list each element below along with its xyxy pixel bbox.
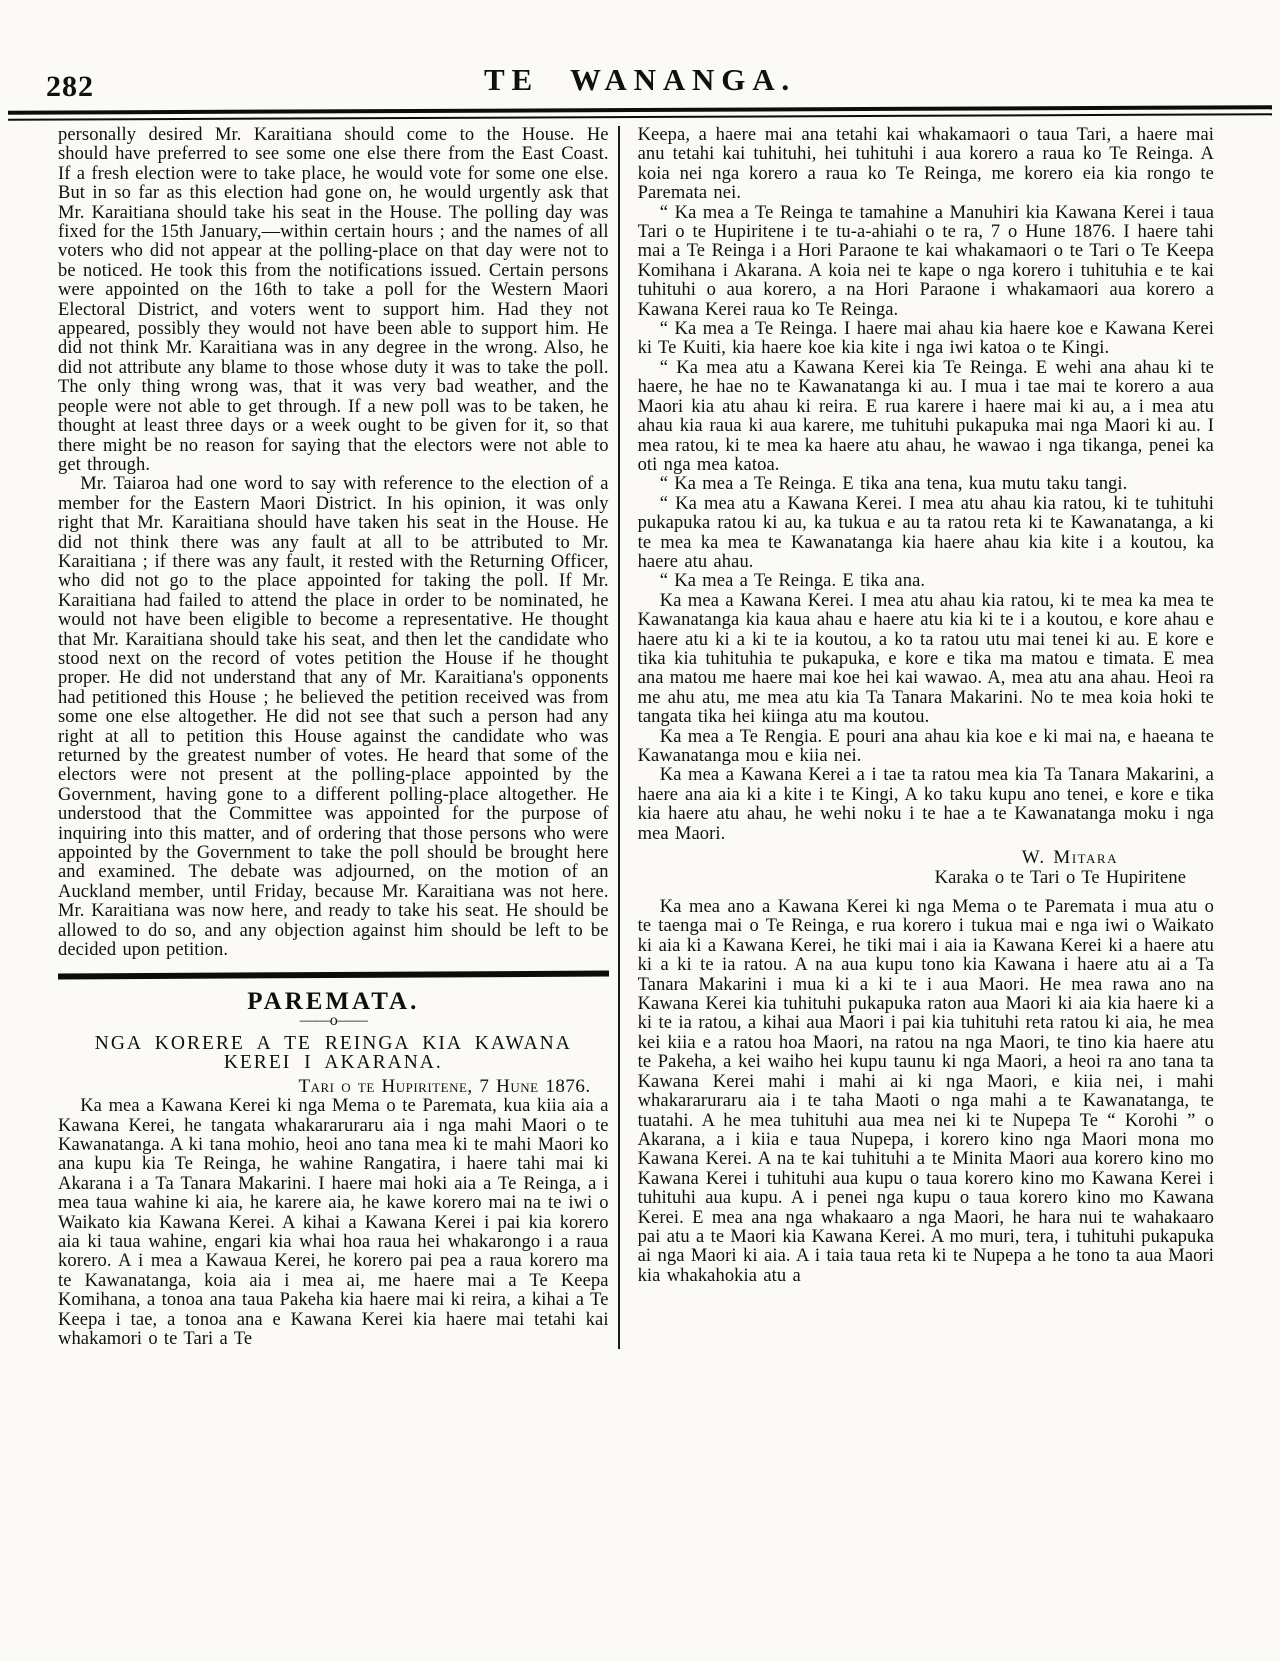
page-header (0, 0, 1280, 108)
right-column (638, 126, 1214, 1349)
section-dateline: Tari o te Hupiritene, 7 Hune 1876. (298, 1075, 591, 1097)
page-number: 282 (46, 70, 94, 103)
maori-paragraph-1: Ka mea a Kawana Kerei ki nga Mema o te Paremata, kua kiia aia a Kawana Kerei, he tangata whakararuraru aia i nga mahi Maori o te Kawanatanga. A ki tana mohio, heoi ano tana mea ki te mahi Maori ko ana kupu kia Te Reinga, he wahine Rangatira, i haere tahi mai ki Akarana i a Ta Tanara Makarini. I haere mai hoki aia a Te Reinga, a i mea taua wahine ki aia, he karere aia, he kawe korero mai na te iwi o Waikato kia Kawana Kerei. A kihai a Kawana Kerei i pai kia korero aia ki taua wahine, engari kia whai hoa raua hei whakarongo i a raua korero. A i mea a Kawaua Kerei, he korero pai pea a raua korero ma te Kawanatanga, koia aia i mea ai, me haere mai a Te Keepa Komihana, a tonoa ana taua Pakeha kia haere mai ki reira, a kihai a Te Keepa i tae, a tonoa ana e Kawana Kerei kia haere mai tetahi kai whakamori o te Tari a Te (58, 1096, 609, 1349)
english-paragraph-taiaroa: Mr. Taiaroa had one word to say with reference to the election of a member for the Eastern Maori District. In his opinion, it was only right that Mr. Karaitiana should have taken his seat in the House. He did not think there was any fault at all to be attributed to Mr. Karaitiana ; if there was any fault, it rested with the Returning Officer, who did not go to the place appointed for taking the poll. If Mr. Karaitiana had failed to attend the place in order to be nominated, he would not have been eligible to become a representative. He thought that Mr. Karaitiana should take his seat, and then let the candidate who stood next on the record of votes petition the House if he thought proper. He did not understand that any of Mr. Karaitiana's opponents had petitioned this House ; he believed the petition received was from some one else altogether. He did not see that such a person had any right at all to petition this House against the candidate who was returned by the greatest number of votes. He heard that some of the electors were not present at the polling-place appointed by the Government, having gone to a different polling-place altogether. He understood that the Committee was appointed for the purpose of inquiring into this matter, and of ordering that those persons who were appointed by the Government to take the poll should be brought here and examined. The debate was adjourned, on the motion of an Auckland member, until Friday, because Mr. Karaitiana was not here. Mr. Karaitiana was now here, and ready to take his seat. He should be allowed to do so, and any objection against him should be left to be decided upon petition. (58, 474, 609, 961)
maori-quote-paragraph-1: “ Ka mea a Te Reinga te tamahine a Manuhiri kia Kawana Kerei i taua Tari o te Hupiritene i te tu-a-ahiahi o te ra, 7 o Hune 1876. I haere tahi mai a Te Reinga i a Hori Paraone te kai whakamaori o te Tari o Te Keepa Komihana i Akarana. A koia nei te kape o nga korero i tuhituhia e te kai tuhituhi o aua korero, a na Hori Paraone i whakamaori aua korero a Kawana Kerei raua ko Te Reinga. (637, 202, 1214, 320)
section-divider-ornament: ——o—— (299, 1011, 367, 1029)
section-rule (58, 971, 609, 980)
masthead-title: TE WANANGA. (484, 62, 796, 97)
section-subtitle: NGA KORERE A TE REINGA KIA KAWANA KEREI I AKARANA. (94, 1032, 572, 1074)
maori-quote-paragraph-3: “ Ka mea atu a Kawana Kerei kia Te Reinga. E wehi ana ahau ki te haere, he hae no te Kawanatanga ki au. I mua i tae mai te korero a aua Maori kia atu ahau ki reira. E rua karere i haere mai ki au, a i mea atu ahau kia raua ki aua karere, me tuhituhi pukapuka mai nga Maori ki au. I mea ratou, ki te mea ka haere atu ahau, he wawao i nga tikanga, penei ka oti nga mea katoa. (637, 357, 1214, 475)
maori-quote-paragraph-2: “ Ka mea a Te Reinga. I haere mai ahau kia haere koe e Kawana Kerei ki Te Kuiti, kia haere koe kia kite i nga iwi katoa o te Kingi. (637, 319, 1214, 359)
maori-paragraph-final: Ka mea ano a Kawana Kerei ki nga Mema o te Paremata i mua atu o te taenga mai o Te Reinga, e rua korero i tukua mai e nga iwi o Waikato ki aia ki a Kawana Kerei, he tiki mai i aia ia Kawana Kerei ki a haere atu ki a ki te ia ratou. A na aua kupu tono kia Kawana i haere atu ai a Ta Tanara Makarini i mua ki a ki te i aua Maori. He mea rawa ano na Kawana Kerei kia tuhituhi pukapuka raton aua Maori ki aia kia haere ki a ki te ia ratou, a kihai aua Maori i pai kia tuhituhi reta ratou ki aia, he mea kei kiia e a ratou hoa Maori, na ratou na nga Maori, te tino kia haere atu te Pakeha, a kei waiho hei kupu taunu ki nga Maori, a heoi ra ano tana ta Kawana Kerei mahi i mahi ai ki nga Maori, e kiia nei, i mahi whakararuraru aia i te taha Maoti o nga mahi a te Kawanatanga, te tuatahi. A he mea tuhituhi aua mea nei ki te Nupepa Te “ Korohi ” o Akarana, a i kiia e taua Nupepa, i korero kino nga Maori mona mo Kawana Kerei. A na te kai tuhituhi a te Minita Maori aua korero kino mo Kawana Kerei i tuhituhi aua kupu o taua korero kino mo Kawana Kerei i tuhituhi aua kupu. A i penei nga kupu o taua korero kino mo Kawana Kerei. E mea ana nga whakaaro a nga Maori, he hara nui te wahakaaro pai atu a te Maori kia Kawana Kerei. A mo muri, tera, i tuhituhi pukapuka ai nga Maori ki aia. A i taia taua reta ki te Nupepa a he tono ta aua Maori kia whakahokia atu a (637, 897, 1214, 1286)
columns (58, 126, 1214, 1349)
column-divider-rule (618, 126, 620, 1349)
section-title: PAREMATA. (247, 988, 420, 1016)
maori-paragraph-continuation: Keepa, a haere mai ana tetahi kai whakamaori o taua Tari, a haere mai anu tetahi kai tuhituhi, hei tuhituhi i aua korero a raua ko Te Reinga. A koia nei nga korero a raua ko Te Reinga, me korero eia kia rongo te Paremata nei. (637, 125, 1214, 204)
maori-paragraph-kingi: Ka mea a Kawana Kerei a i tae ta ratou mea kia Ta Tanara Makarini, a haere ana aia ki a kite i te Kingi, A ko taku kupu ano tenei, e kore e tika kia haere atu ahau, he wehi noku i te hae a te Kawanatanga moku i nga mea Maori. (637, 765, 1214, 844)
left-column (58, 126, 609, 1349)
maori-quote-paragraph-6: “ Ka mea a Te Reinga. E tika ana. (659, 571, 926, 592)
signature-title: Karaka o te Tari o Te Hupiritene (934, 868, 1186, 889)
maori-quote-paragraph-5: “ Ka mea atu a Kawana Kerei. I mea atu ahau kia ratou, ki te tuhituhi pukapuka ratou ki au, ka tukua e au ta ratou reta ki te Kawanatanga, a ki te mea ka mea te Kawanatanga kia haere ahau kia kite i a koutou, ka haere atu ahau. (637, 493, 1214, 572)
maori-paragraph-kawana-kerei: Ka mea a Kawana Kerei. I mea atu ahau kia ratou, ki te mea ka mea te Kawanatanga kia kaua ahau e haere atu kia ki te i a koutou, e kore ahau e haere atu ki a ki te ia koutou, a ko ta ratou utu mai tenei ki au. E kore e tika kia tuhituhia te pukapuka, e kore e tika ma matou e timata. E mea ana matou me haere mai koe hei kai wawao. A, mea atu ana ahau. Heoi ra me ahu atu, me mea atu kia Ta Tanara Makarini. No te mea koia hoki te tangata tika hei kiinga atu ma koutou. (637, 590, 1214, 728)
maori-paragraph-te-rengia: Ka mea a Te Rengia. E pouri ana ahau kia koe e ki mai na, e haeana te Kawanatanga mou e kiia nei. (637, 726, 1214, 766)
signature-name: W. Mitara (1021, 847, 1118, 869)
maori-quote-paragraph-4: “ Ka mea a Te Reinga. E tika ana tena, kua mutu taku tangi. (659, 474, 1128, 495)
english-paragraph-continuation: personally desired Mr. Karaitiana should come to the House. He should have preferred to see some one else there from the East Coast. If a fresh election were to take place, he would vote for some one else. But in so far as this election had gone on, he would urgently ask that Mr. Karaitiana should take his seat in the House. The polling day was fixed for the 15th January,—within certain hours ; and the names of all voters who did not appear at the polling-place on that day were not to be noticed. He took this from the notifications issued. Certain persons were appointed on the 16th to take a poll for the Western Maori Electoral District, and voters went to support him. Had they not appeared, possibly they would not have been able to support him. He did not think Mr. Karaitiana was in any degree in the wrong. Also, he did not attribute any blame to those whose duty it was to take the poll. The only thing wrong was, that it was very bad weather, and the people were not able to get through. If a new poll was to be taken, he thought at least three days or a week ought to be given for it, so that there might be no reason for saying that the electors were not able to get through. (58, 125, 609, 475)
